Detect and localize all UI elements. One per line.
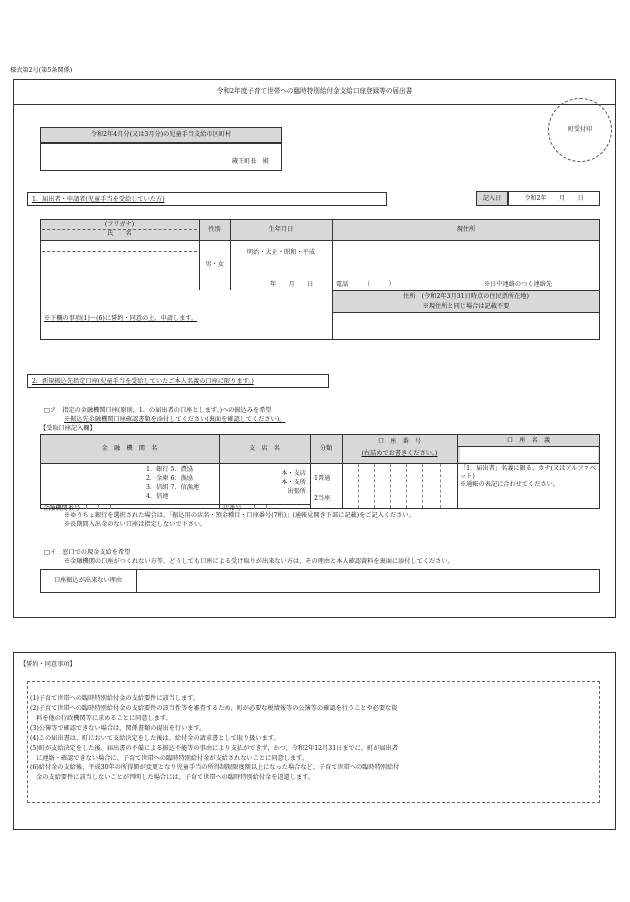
pledge-item: (3)公簿等で確認できない場合は、関係書類の提出を行います。 <box>30 724 206 732</box>
pledge-item: (1)子育て世帯への臨時特別給付金の支給要件に該当します。 <box>30 695 200 702</box>
birth-date-field[interactable]: 年 月 日 <box>270 281 314 288</box>
era-options[interactable]: 明治・大正・昭和・平成 <box>246 249 316 257</box>
branch-type-3[interactable]: 出張所 <box>287 487 306 495</box>
institution-type-3[interactable]: 3．信組 7．信漁連 <box>146 483 200 491</box>
branch-type-2[interactable]: 本・支所 <box>281 478 306 486</box>
sex-label: 性別 <box>208 226 221 234</box>
account-number-note: (右詰めでお書きください。) <box>361 450 438 458</box>
pledge-item: (6)給付金の支給後、平成30年の所得額が変更となり児童手当の所得制限限度額以上になった場合など、子育て世帯への臨時特別給付 <box>30 764 400 772</box>
option-i-note: ※金融機関の口座がつくれない方等、どうしても口座による受け取りが出来ない方は、その理由と本人確認資料を裏面に添付してください。 <box>64 558 454 565</box>
address-label: 現住所 <box>456 226 476 234</box>
reception-stamp-area <box>548 98 612 162</box>
pledge-item: に連絡・確認できない場合に、子育て世帯への臨時特別給付金が支給されないことに同意します。 <box>30 754 308 762</box>
account-number-header: 口 座 番 号 <box>377 438 422 446</box>
form-title: 令和2年度子育て世帯への臨時特別給付金支給口座登録等の届出書 <box>216 86 413 95</box>
birth-label: 生年月日 <box>268 226 294 234</box>
date-label: 記入日 <box>476 191 508 206</box>
stamp-label: 町受付印 <box>567 126 593 134</box>
pledge-item: (2)子育て世帯への臨時特別給付金の支給要件の該当性等を審査するため、町が必要な税情報等の公簿等の確認を行うことや必要な資 <box>30 704 398 712</box>
bank-name-header: 金 融 機 関 名 <box>101 445 158 453</box>
form-code: 様式第2号(第5条関係) <box>10 67 73 74</box>
section2-title: 2．新規振込先指定口座(児童手当を受給していたご本人名義の口座に限ります。) <box>27 374 329 388</box>
yucho-note: ※ゆうちょ銀行を選択された場合は、「振込用の店名・預金種目・口座番号(7桁)」(通帳見開き下部に記載)をご記入ください。 <box>64 512 415 519</box>
option-a-checkbox[interactable]: □ア 指定の金融機関口座(原則、1．の届出者の口座とします。)への振込みを希望 <box>44 407 272 414</box>
option-i-checkbox[interactable]: □イ 窓口での現金支給を希望 <box>44 549 131 556</box>
account-entry-label: 【受取口座記入欄】 <box>40 425 96 432</box>
sex-value[interactable]: 男・女 <box>205 261 224 269</box>
addressee: 蔵王町長 殿 <box>231 158 269 166</box>
pledge-title: 【誓約・同意事項】 <box>20 661 76 668</box>
name-field[interactable] <box>41 241 198 289</box>
pledge-item: 料を他の行政機関等に求めることに同意します。 <box>30 714 172 722</box>
contact-note: ※日中連絡のつく連絡先 <box>484 281 553 288</box>
account-holder-kana-field[interactable] <box>460 447 598 462</box>
pledge-item: (5)町が支給決定をした後、届出書の不備による振込不能等の事由により支払ができず、かつ、令和2年12月31日までに、町が届出者 <box>30 744 399 752</box>
previous-address-field[interactable] <box>333 313 599 339</box>
account-type-ordinary[interactable]: 1普通 <box>314 475 331 482</box>
phone-field[interactable]: 電話 （ ） <box>336 281 395 288</box>
account-holder-header: 口 座 名 義 <box>506 437 551 445</box>
institution-type-4[interactable]: 4．信連 <box>146 492 169 500</box>
account-type-header: 分類 <box>319 445 333 453</box>
institution-types[interactable] <box>146 466 199 502</box>
pledge-item: (4)この届出書は、町において支給決定をした後は、給付金の請求書として取り扱います。 <box>30 734 280 742</box>
account-holder-note <box>460 465 598 489</box>
institution-type-2[interactable]: 2．金庫 6．漁協 <box>146 474 193 482</box>
municipality-box <box>40 143 282 171</box>
previous-address-label: 住所 (令和2年3月31日時点の住民票所在地) <box>403 292 529 300</box>
reason-label: 口座振込が出来ない理由 <box>53 577 123 585</box>
bank-code-label: 金融機関番号 <box>43 505 81 512</box>
municipality-header: 令和2年4月分(又は3月分)の児童手当支給市区町村 <box>40 127 282 143</box>
branch-name-header: 支 店 名 <box>249 445 280 453</box>
account-type-current[interactable]: 2当座 <box>314 495 331 502</box>
branch-type-1[interactable]: 本・支店 <box>281 470 306 477</box>
institution-type-1[interactable]: 1．銀行 5．農協 <box>146 466 193 473</box>
option-a-note: ※振込先金融機関口座確認書類を添付してください(裏面を確認してください)。 <box>64 416 286 423</box>
previous-address-note: ※現住所と同じ場合は記載不要 <box>422 302 510 310</box>
name-label: 氏 名 <box>107 230 132 238</box>
furigana-label: (フリガナ) <box>104 220 135 228</box>
holder-note-1: 「1．届出者」名義に限る。カナ(又はアルファベット) <box>460 465 596 481</box>
pledge-list <box>30 694 598 783</box>
branch-types[interactable] <box>270 470 306 497</box>
section1-title: 1．届出者・申請者(児童手当を受給していた方) <box>27 192 387 206</box>
reason-field[interactable] <box>137 570 599 592</box>
date-field[interactable]: 令和2年 月 日 <box>508 191 600 206</box>
dormant-account-note: ※長期間入出金のない口座は指定しないで下さい。 <box>64 521 207 528</box>
pledge-statement: ※下欄の事項(1)～(6)に誓約・同意の上、申請します。 <box>44 315 198 322</box>
holder-note-2: ※通帳の表記に合わせてください。 <box>460 481 559 489</box>
branch-code-label: 店番号 <box>223 505 242 512</box>
pledge-item: 金の支給要件に該当しないことが判明した場合には、子育て世帯への臨時特別給付金を返還します。 <box>30 774 315 782</box>
